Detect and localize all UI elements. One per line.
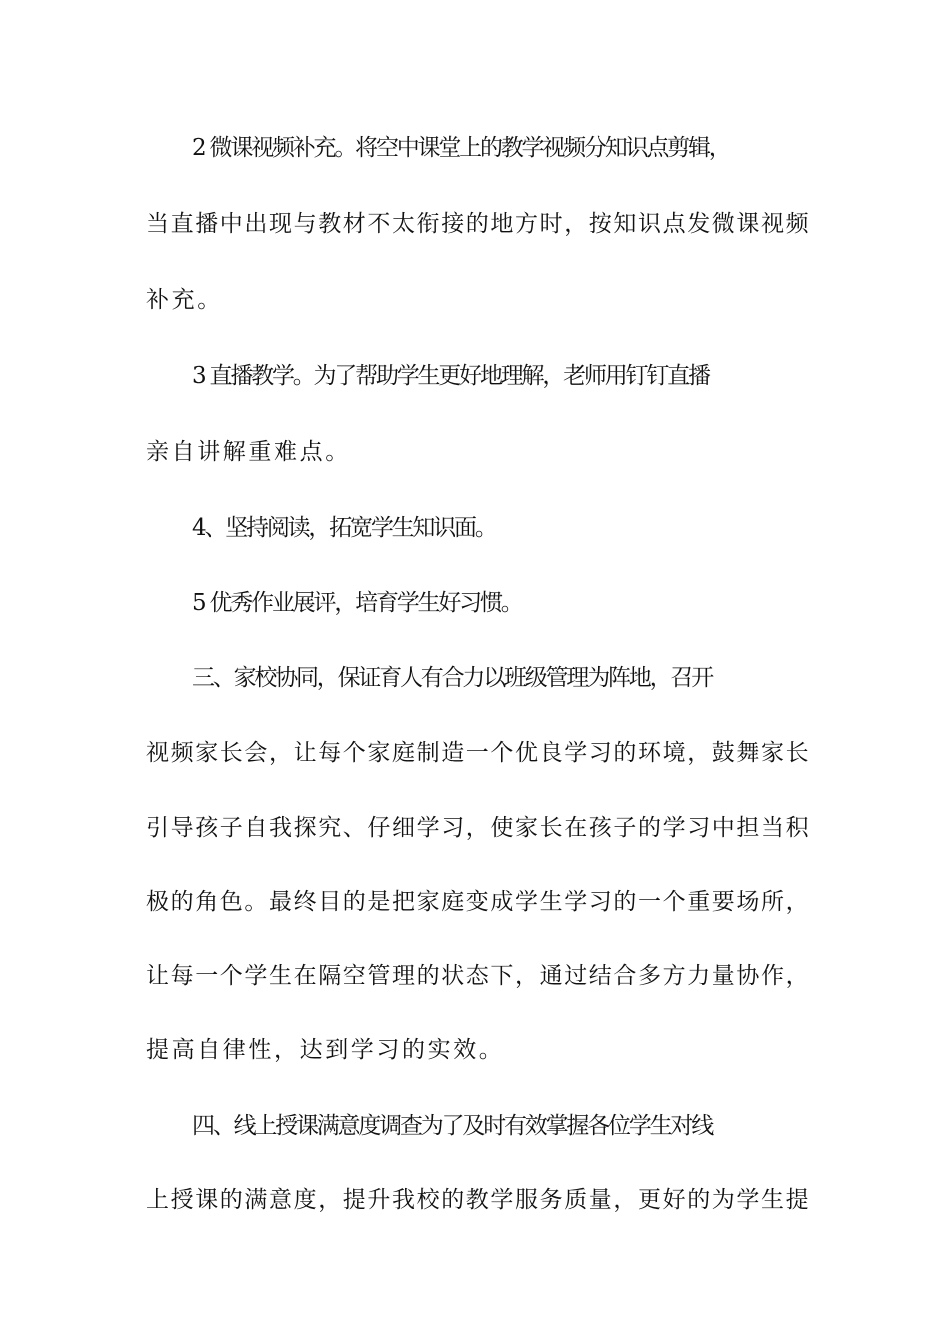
text-line: 补充。: [146, 287, 223, 313]
text-line: 亲自讲解重难点。: [146, 439, 351, 465]
text-line: 3 直播教学。为了帮助学生更好地理解，老师用钉钉直播: [192, 363, 709, 389]
text-line: 让每一个学生在隔空管理的状态下，通过结合多方力量协作，: [146, 963, 811, 989]
text-line: 当直播中出现与教材不太衔接的地方时，按知识点发微课视频: [146, 211, 811, 237]
text-line: 四、线上授课满意度调查为了及时有效掌握各位学生对线: [192, 1113, 713, 1139]
text-line: 2 微课视频补充。将空中课堂上的教学视频分知识点剪辑，: [192, 135, 730, 161]
text-line: 4、坚持阅读，拓宽学生知识面。: [192, 515, 496, 541]
text-line: 引导孩子自我探究、仔细学习，使家长在孩子的学习中担当积: [146, 815, 811, 841]
text-line: 视频家长会，让每个家庭制造一个优良学习的环境，鼓舞家长: [146, 740, 811, 766]
text-line: 5 优秀作业展评，培育学生好习惯。: [192, 590, 522, 616]
text-line: 提高自律性，达到学习的实效。: [146, 1037, 505, 1063]
text-line: 极的角色。最终目的是把家庭变成学生学习的一个重要场所，: [146, 889, 811, 915]
text-line: 上授课的满意度，提升我校的教学服务质量，更好的为学生提: [146, 1187, 811, 1213]
text-line: 三、家校协同，保证育人有合力以班级管理为阵地，召开: [192, 665, 713, 691]
